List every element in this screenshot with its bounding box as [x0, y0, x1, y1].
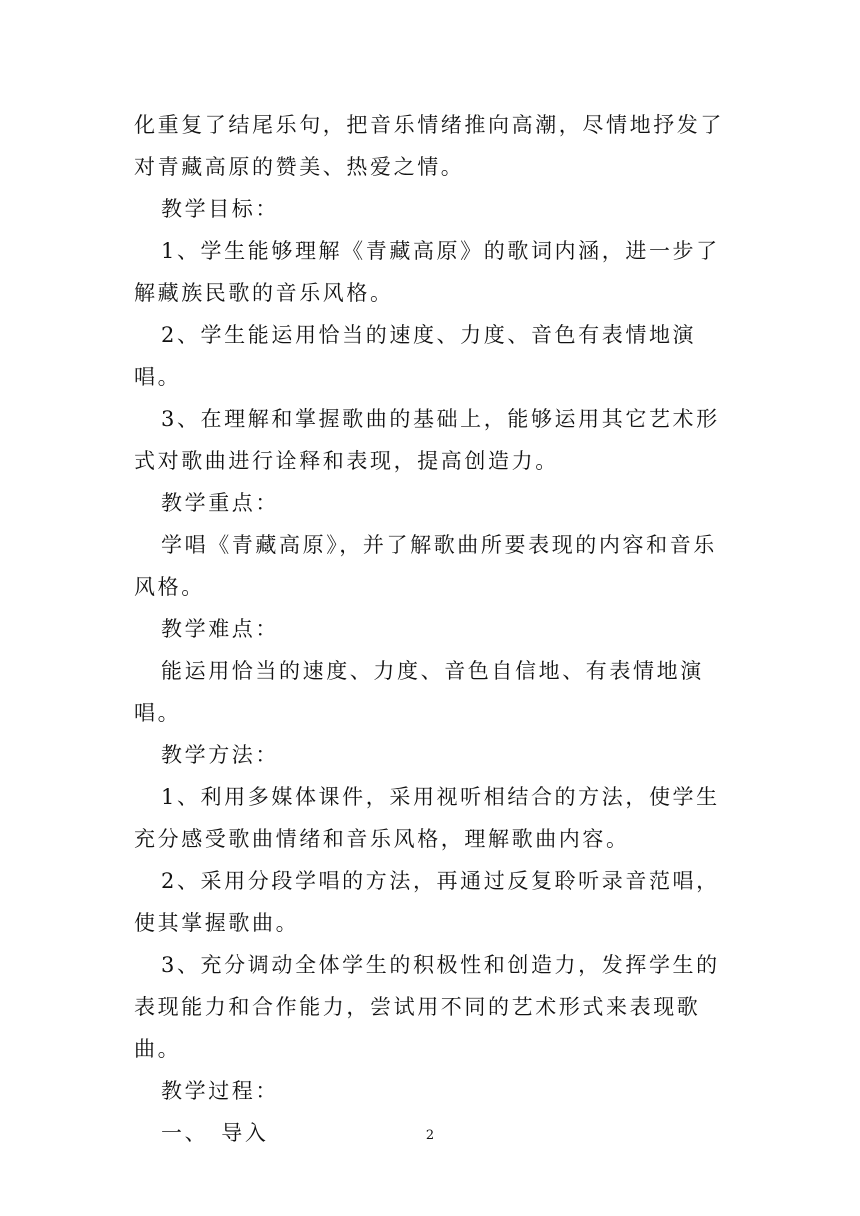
paragraph-continuation: 化重复了结尾乐句，把音乐情绪推向高潮，尽情地抒发了对青藏高原的赞美、热爱之情。 [134, 113, 724, 179]
method-item-1: 1、利用多媒体课件，采用视听相结合的方法，使学生充分感受歌曲情绪和音乐风格，理解歌曲内容。 [134, 785, 720, 851]
objective-item-2: 2、学生能运用恰当的速度、力度、音色有表情地演唱。 [134, 323, 697, 389]
method-item-3: 3、充分调动全体学生的积极性和创造力，发挥学生的表现能力和合作能力，尝试用不同的艺术形式来表现歌曲。 [134, 953, 720, 1061]
heading-teaching-key-points: 教学重点： [161, 491, 279, 515]
heading-teaching-objectives: 教学目标： [161, 197, 279, 221]
heading-teaching-process: 教学过程： [161, 1079, 279, 1103]
objective-item-1: 1、学生能够理解《青藏高原》的歌词内涵，进一步了解藏族民歌的音乐风格。 [134, 239, 720, 305]
method-item-2: 2、采用分段学唱的方法，再通过反复聆听录音范唱，使其掌握歌曲。 [134, 869, 720, 935]
document-body [134, 104, 734, 1154]
difficulties-text: 能运用恰当的速度、力度、音色自信地、有表情地演唱。 [134, 659, 704, 725]
objective-item-3: 3、在理解和掌握歌曲的基础上，能够运用其它艺术形式对歌曲进行诠释和表现，提高创造力。 [134, 407, 720, 473]
heading-teaching-difficulties: 教学难点： [161, 617, 279, 641]
key-points-text: 学唱《青藏高原》，并了解歌曲所要表现的内容和音乐风格。 [134, 533, 717, 599]
process-section-1: 一、 导入 [161, 1121, 269, 1145]
page-number: 2 [425, 1128, 435, 1143]
heading-teaching-methods: 教学方法： [161, 743, 279, 767]
